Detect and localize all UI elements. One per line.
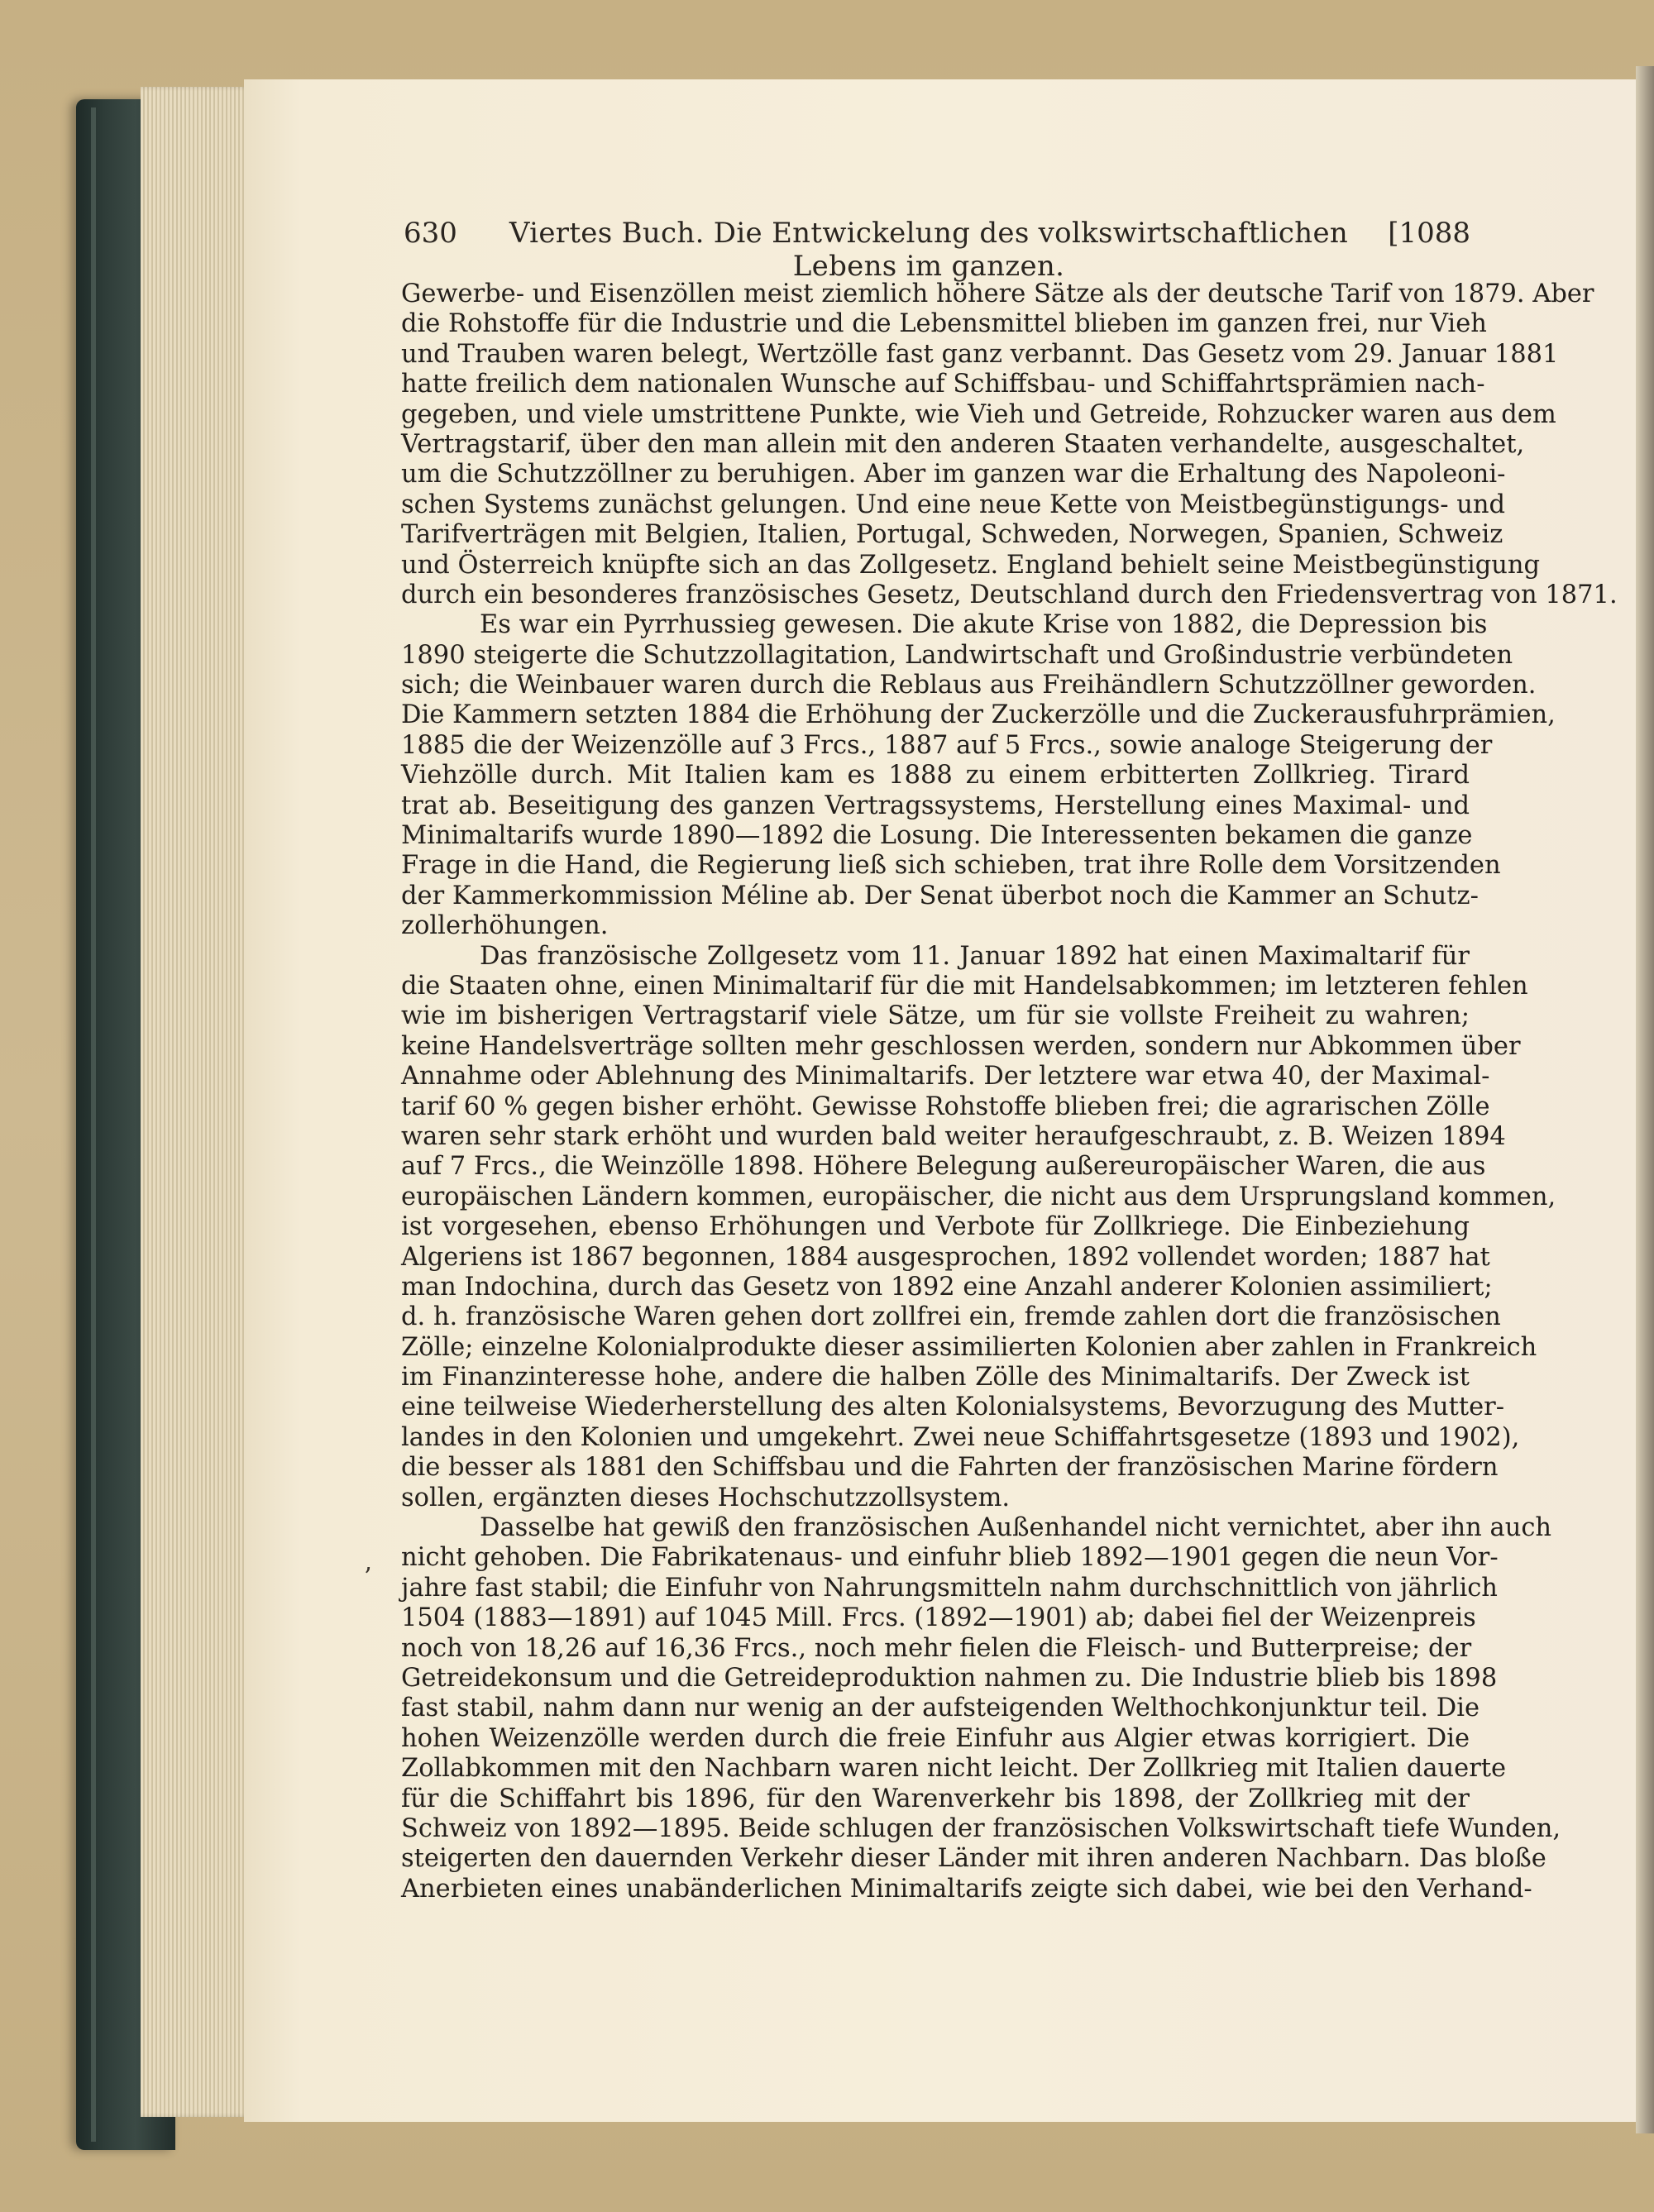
text-line: keine Handelsverträge sollten mehr geschlossen werden, sondern nur Abkommen über	[401, 1031, 1521, 1061]
text-line: landes in den Kolonien und umgekehrt. Zwei neue Schiffahrtsgesetze (1893 und 1902),	[401, 1422, 1520, 1452]
text-line: fast stabil, nahm dann nur wenig an der aufsteigenden Welthochkonjunktur teil. Die	[401, 1694, 1480, 1723]
page-number: 630	[404, 217, 457, 250]
text-line: 1890 steigerte die Schutzzollagitation, Landwirtschaft und Großindustrie verbündeten	[401, 640, 1513, 670]
text-line: Frage in die Hand, die Regierung ließ sich schieben, trat ihre Rolle dem Vorsitzenden	[401, 851, 1501, 881]
facing-page-edge	[1636, 66, 1654, 2133]
text-line: und Österreich knüpfte sich an das Zollgesetz. England behielt seine Meistbegünstigung	[401, 550, 1541, 580]
text-line: 1885 die der Weizenzölle auf 3 Frcs., 1887 auf 5 Frcs., sowie analoge Steigerung der	[401, 730, 1493, 760]
text-line: Es war ein Pyrrhussieg gewesen. Die akute Krise von 1882, die Depression bis	[480, 610, 1488, 640]
text-line: europäischen Ländern kommen, europäischer, die nicht aus dem Ursprungsland kommen,	[401, 1182, 1556, 1211]
text-line: steigerten den dauernden Verkehr dieser Länder mit ihren anderen Nachbarn. Das bloße	[401, 1844, 1546, 1874]
text-line: Minimaltarifs wurde 1890—1892 die Losung. Die Interessenten bekamen die ganze	[401, 821, 1473, 851]
text-line: gegeben, und viele umstrittene Punkte, wie Vieh und Getreide, Rohzucker waren aus dem	[401, 399, 1556, 429]
page-header	[404, 217, 1470, 283]
text-line: Dasselbe hat gewiß den französischen Außenhandel nicht vernichtet, aber ihn auch	[480, 1513, 1552, 1543]
text-line: durch ein besonderes französisches Gesetz, Deutschland durch den Friedensvertrag von 1871.	[401, 580, 1618, 609]
text-line: Viehzölle durch. Mit Italien kam es 1888 zu einem erbitterten Zollkrieg. Tirard	[401, 761, 1470, 791]
text-line: Zölle; einzelne Kolonialprodukte dieser assimilierten Kolonien aber zahlen in Frankreich	[401, 1332, 1537, 1362]
page-stack	[141, 87, 256, 2117]
text-line: 1504 (1883—1891) auf 1045 Mill. Frcs. (1892—1901) ab; dabei fiel der Weizenpreis	[401, 1603, 1476, 1633]
text-line: Annahme oder Ablehnung des Minimaltarifs. Der letztere war etwa 40, der Maximal-	[401, 1062, 1490, 1092]
text-line: Anerbieten eines unabänderlichen Minimaltarifs zeigte sich dabei, wie bei den Verhand-	[401, 1874, 1532, 1904]
text-line: Das französische Zollgesetz vom 11. Januar 1892 hat einen Maximaltarif für	[480, 941, 1470, 971]
text-line: die Rohstoffe für die Industrie und die Lebensmittel blieben im ganzen frei, nur Vieh	[401, 309, 1487, 339]
text-line: jahre fast stabil; die Einfuhr von Nahrungsmitteln nahm durchschnittlich von jährlich	[401, 1573, 1498, 1603]
margin-mark: ’	[364, 1563, 372, 1592]
text-line: die Staaten ohne, einen Minimaltarif für die mit Handelsabkommen; im letzteren fehlen	[401, 971, 1528, 1001]
text-line: Tarifverträgen mit Belgien, Italien, Portugal, Schweden, Norwegen, Spanien, Schweiz	[401, 520, 1503, 550]
text-line: zollerhöhungen.	[401, 911, 609, 941]
text-line: nicht gehoben. Die Fabrikatenaus- und einfuhr blieb 1892—1901 gegen die neun Vor-	[401, 1543, 1499, 1573]
text-line: schen Systems zunächst gelungen. Und eine neue Kette von Meistbegünstigungs- und	[401, 490, 1506, 519]
text-line: die besser als 1881 den Schiffsbau und die Fahrten der französischen Marine fördern	[401, 1453, 1499, 1483]
text-line: sich; die Weinbauer waren durch die Reblaus aus Freihändlern Schutzzöllner geworden.	[401, 671, 1537, 700]
text-line: tarif 60 % gegen bisher erhöht. Gewisse Rohstoffe blieben frei; die agrarischen Zölle	[401, 1092, 1490, 1121]
running-head: Viertes Buch. Die Entwickelung des volkswirtschaftlichen Lebens im ganzen.	[509, 217, 1349, 283]
text-line: sollen, ergänzten dieses Hochschutzzollsystem.	[401, 1483, 1011, 1512]
text-line: Getreidekonsum und die Getreideproduktion nahmen zu. Die Industrie blieb bis 1898	[401, 1663, 1498, 1693]
text-line: wie im bisherigen Vertragstarif viele Sätze, um für sie vollste Freiheit zu wahren;	[401, 1001, 1470, 1031]
text-line: um die Schutzzöllner zu beruhigen. Aber im ganzen war die Erhaltung des Napoleoni-	[401, 460, 1506, 490]
text-line: trat ab. Beseitigung des ganzen Vertragssystems, Herstellung eines Maximal- und	[401, 791, 1470, 820]
text-line: im Finanzinteresse hohe, andere die halben Zölle des Minimaltarifs. Der Zweck ist	[401, 1363, 1470, 1393]
text-line: hohen Weizenzölle werden durch die freie Einfuhr aus Algier etwas korrigiert. Die	[401, 1723, 1470, 1753]
book-cover-edge	[91, 107, 96, 2142]
text-line: und Trauben waren belegt, Wertzölle fast ganz verbannt. Das Gesetz vom 29. Januar 1881	[401, 339, 1559, 369]
section-number: [1088	[1388, 217, 1470, 250]
text-line: d. h. französische Waren gehen dort zollfrei ein, fremde zahlen dort die französischen	[401, 1302, 1501, 1332]
text-line: waren sehr stark erhöht und wurden bald weiter heraufgeschraubt, z. B. Weizen 1894	[401, 1121, 1506, 1151]
text-line: auf 7 Frcs., die Weinzölle 1898. Höhere Belegung außereuropäischer Waren, die aus	[401, 1152, 1486, 1182]
text-line: der Kammerkommission Méline ab. Der Senat überbot noch die Kammer an Schutz-	[401, 881, 1479, 910]
text-line: Algeriens ist 1867 begonnen, 1884 ausgesprochen, 1892 vollendet worden; 1887 hat	[401, 1242, 1490, 1272]
text-line: Schweiz von 1892—1895. Beide schlugen der französischen Volkswirtschaft tiefe Wunden,	[401, 1813, 1561, 1843]
text-line: man Indochina, durch das Gesetz von 1892 eine Anzahl anderer Kolonien assimiliert;	[401, 1272, 1493, 1302]
text-line: für die Schiffahrt bis 1896, für den Warenverkehr bis 1898, der Zollkrieg mit der	[401, 1784, 1470, 1813]
text-line: eine teilweise Wiederherstellung des alten Kolonialsystems, Bevorzugung des Mutter-	[401, 1393, 1505, 1422]
text-line: noch von 18,26 auf 16,36 Frcs., noch mehr fielen die Fleisch- und Butterpreise; der	[401, 1633, 1472, 1663]
text-line: Die Kammern setzten 1884 die Erhöhung der Zuckerzölle und die Zuckerausfuhrprämien,	[401, 700, 1556, 730]
text-line: Vertragstarif, über den man allein mit den anderen Staaten verhandelte, ausgeschaltet,	[401, 429, 1525, 459]
text-line: Gewerbe- und Eisenzöllen meist ziemlich höhere Sätze als der deutsche Tarif von 1879. Aber	[401, 279, 1594, 308]
text-line: hatte freilich dem nationalen Wunsche auf Schiffsbau- und Schiffahrtsprämien nach-	[401, 370, 1485, 399]
text-line: Zollabkommen mit den Nachbarn waren nicht leicht. Der Zollkrieg mit Italien dauerte	[401, 1754, 1507, 1784]
text-line: ist vorgesehen, ebenso Erhöhungen und Verbote für Zollkriege. Die Einbeziehung	[401, 1212, 1470, 1242]
body-text	[401, 279, 1618, 1904]
